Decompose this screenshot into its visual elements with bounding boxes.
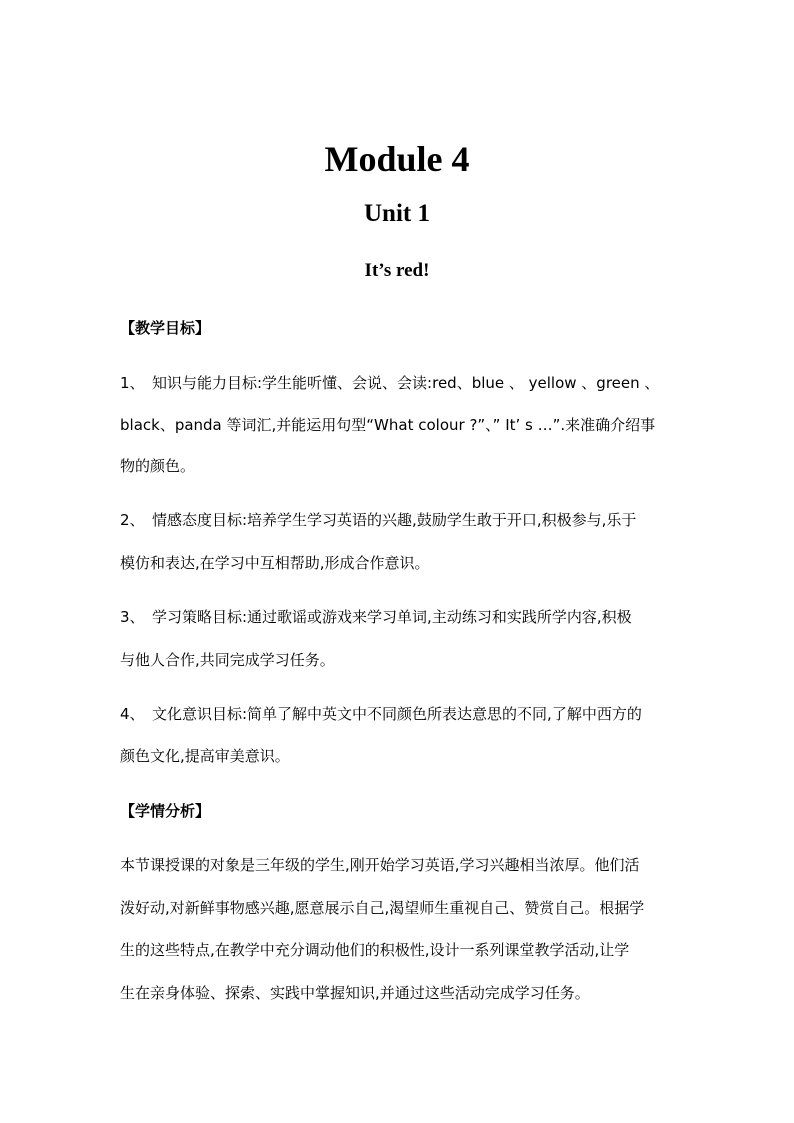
goal-2-text-1: 情感态度目标:培养学生学习英语的兴趣,鼓励学生敢于开口,积极参与,乐于 xyxy=(152,511,637,529)
goal-3-line-1 xyxy=(120,607,632,627)
goal-4-text-1: 文化意识目标:简单了解中英文中不同颜色所表达意思的不同,了解中西方的 xyxy=(152,705,642,723)
analysis-line-4: 生在亲身体验、探索、实践中掌握知识,并通过这些活动完成学习任务。 xyxy=(120,984,590,1002)
unit-title: Unit 1 xyxy=(364,200,430,227)
goal-4-line-1 xyxy=(120,704,642,724)
analysis-line-1: 本节课授课的对象是三年级的学生,刚开始学习英语,学习兴趣相当浓厚。他们活 xyxy=(120,856,640,874)
goals-heading: 【教学目标】 xyxy=(120,319,211,337)
goal-1-text-1: 知识与能力目标:学生能听懂、会说、会读:red、blue 、 yellow 、green 、 xyxy=(152,374,660,392)
analysis-line-2: 泼好动,对新鲜事物感兴趣,愿意展示自己,渴望师生重视自己、赞赏自己。根据学 xyxy=(120,899,645,917)
goal-2-line-2: 模仿和表达,在学习中互相帮助,形成合作意识。 xyxy=(120,554,430,572)
analysis-line-3: 生的这些特点,在教学中充分调动他们的积极性,设计一系列课堂教学活动,让学 xyxy=(120,941,630,959)
module-title: Module 4 xyxy=(324,139,470,179)
goal-2-line-1 xyxy=(120,510,636,530)
goal-3-text-1: 学习策略目标:通过歌谣或游戏来学习单词,主动练习和实践所学内容,积极 xyxy=(152,608,632,626)
goal-1-line-2: black、panda 等词汇,并能运用句型“What colour ?”、” It’ s …”.来准确介绍事 xyxy=(120,416,656,434)
lesson-title: It’s red! xyxy=(364,260,430,281)
goal-1-line-1 xyxy=(120,373,659,393)
analysis-heading: 【学情分析】 xyxy=(120,802,211,820)
goal-3-number: 3、 xyxy=(120,608,145,626)
goal-3-line-2: 与他人合作,共同完成学习任务。 xyxy=(120,651,335,669)
goal-4-number: 4、 xyxy=(120,705,145,723)
goal-4-line-2: 颜色文化,提高审美意识。 xyxy=(120,747,290,765)
goal-2-number: 2、 xyxy=(120,511,145,529)
goal-1-number: 1、 xyxy=(120,374,145,392)
goal-1-line-3: 物的颜色。 xyxy=(120,457,196,475)
